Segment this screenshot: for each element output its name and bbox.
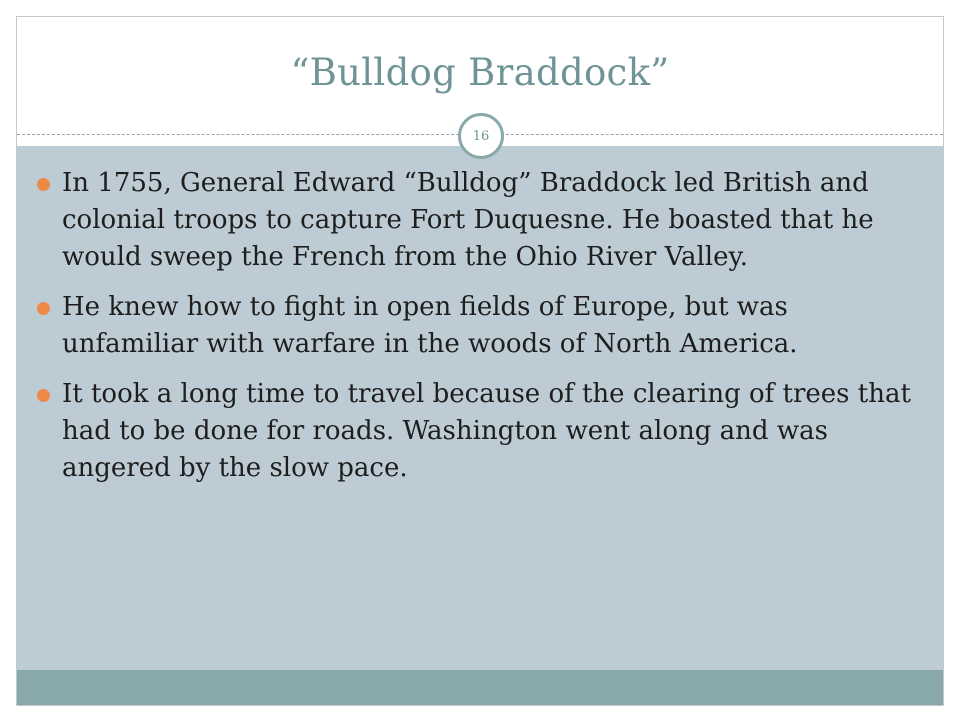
footer-bar (17, 670, 943, 705)
bullet-text: He knew how to fight in open fields of Europe, but was unfamiliar with warfare in the woods of North America. (62, 292, 798, 359)
bullet-text: It took a long time to travel because of the clearing of trees that had to be done for roads. Washington went along and was angered by the slow pace. (62, 379, 911, 483)
bullet-dot-icon (37, 302, 50, 315)
bullet-item (37, 289, 917, 363)
bullet-dot-icon (37, 389, 50, 402)
bullet-item (37, 165, 917, 276)
bullet-item (37, 376, 917, 487)
bullet-dot-icon (37, 178, 50, 191)
slide-number-badge (458, 113, 504, 159)
bullet-text: In 1755, General Edward “Bulldog” Braddock led British and colonial troops to capture Fort Duquesne. He boasted that he would sweep the French from the Ohio River Valley. (62, 168, 874, 272)
slide-title: “Bulldog Braddock” (290, 50, 670, 94)
slide-number: 16 (472, 128, 490, 144)
bullet-list (37, 165, 917, 500)
